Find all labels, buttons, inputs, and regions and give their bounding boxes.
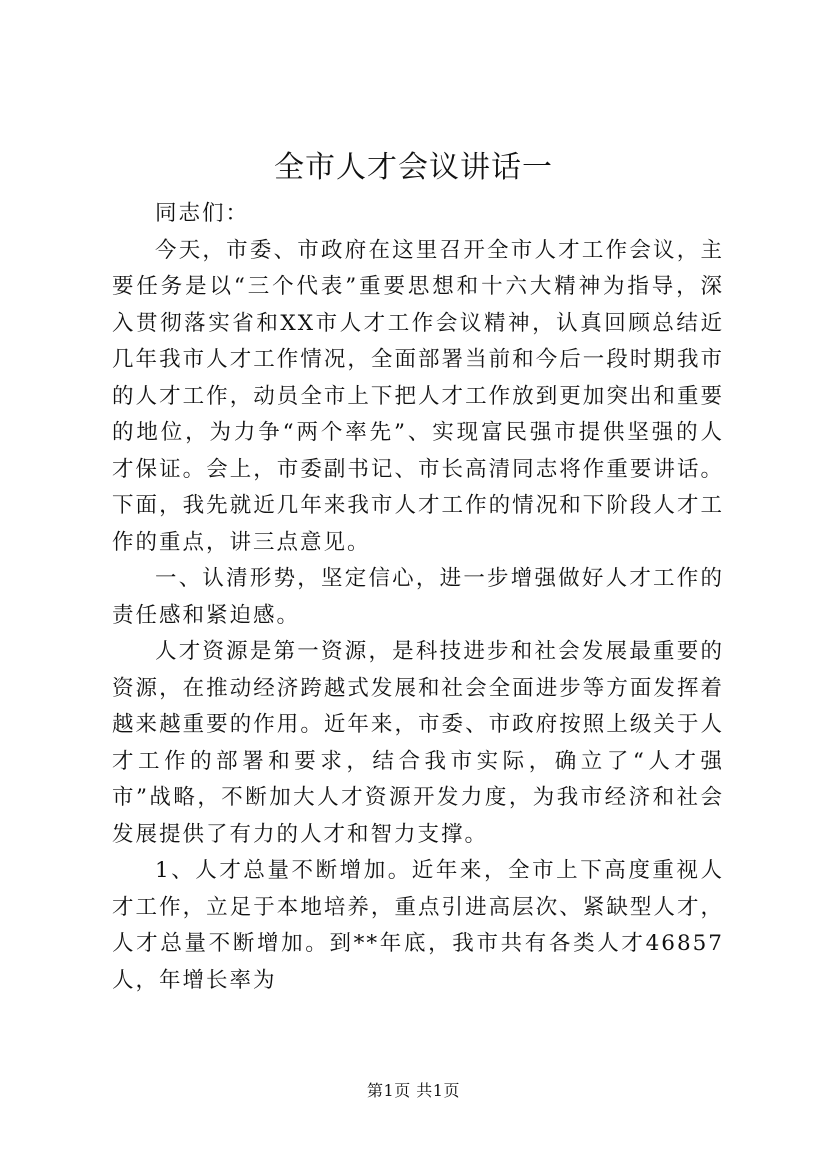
body-paragraph: 1、人才总量不断增加。近年来，全市上下高度重视人才工作，立足于本地培养，重点引进高层次、紧缺型人才，人才总量不断增加。到**年底，我市共有各类人才46857人，年增长率为 xyxy=(112,858,724,993)
intro-paragraph: 今天，市委、市政府在这里召开全市人才工作会议，主要任务是以“三个代表”重要思想和十六大精神为指导，深入贯彻落实省和XX市人才工作会议精神，认真回顾总结近几年我市人才工作情况，全面部署当前和今后一段时期我市的人才工作，动员全市上下把人才工作放到更加突出和重要的地位，为力争“两个率先”、实现富民强市提供坚强的人才保证。会上，市委副书记、市长高清同志将作重要讲话。下面，我先就近几年来我市人才工作的情况和下阶段人才工作的重点，讲三点意见。 xyxy=(112,237,724,555)
document-title: 全市人才会议讲话一 xyxy=(274,150,553,185)
salutation-paragraph: 同志们： xyxy=(155,201,250,226)
section-heading-1: 一、认清形势，坚定信心，进一步增强做好人才工作的责任感和紧迫感。 xyxy=(112,566,724,628)
body-paragraph: 人才资源是第一资源，是科技进步和社会发展最重要的资源，在推动经济跨越式发展和社会全面进步等方面发挥着越来越重要的作用。近年来，市委、市政府按照上级关于人才工作的部署和要求，结合我市实际，确立了“人才强市”战略，不断加大人才资源开发力度，为我市经济和社会发展提供了有力的人才和智力支撑。 xyxy=(112,639,724,847)
page-number-footer: 第1页 共1页 xyxy=(367,1081,460,1100)
document-body xyxy=(112,196,724,999)
